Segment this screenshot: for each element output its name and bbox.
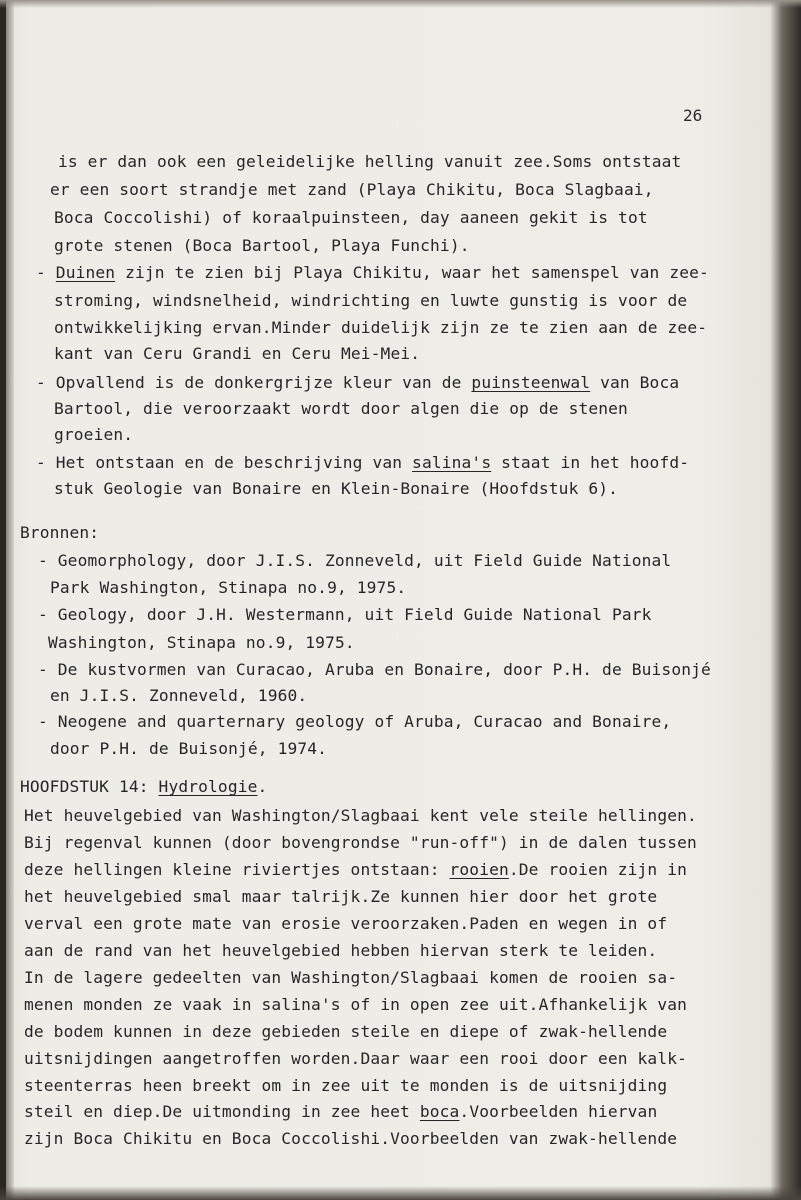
text-line <box>24 887 657 906</box>
text-segment: - Het ontstaan en de beschrijving van <box>36 453 413 472</box>
underlined-term: Duinen <box>55 263 116 282</box>
text-line <box>54 291 687 310</box>
text-line <box>24 914 667 933</box>
text-line <box>24 860 687 879</box>
text-segment: Bij regenval kunnen (door bovengrondse "run-off") in de dalen tussen <box>24 833 697 852</box>
text-segment: en J.I.S. Zonneveld, 1960. <box>50 686 308 705</box>
text-segment: stuk Geologie van Bonaire en Klein-Bonaire (Hoofdstuk 6). <box>54 479 619 498</box>
underlined-term: boca <box>419 1102 460 1121</box>
text-line <box>54 344 420 363</box>
underlined-term: puinsteenwal <box>471 373 591 392</box>
text-segment: grote stenen (Boca Bartool, Playa Funchi). <box>54 236 470 255</box>
underlined-term: rooien <box>449 860 509 879</box>
text-line <box>38 551 671 570</box>
text-line <box>36 373 679 392</box>
text-line <box>50 739 327 758</box>
page-binding-shadow <box>6 0 14 1200</box>
page-top-shadow <box>0 0 801 8</box>
text-segment: is er dan ook een geleidelijke helling vanuit zee.Soms ontstaat <box>58 152 682 171</box>
text-segment: Bronnen: <box>20 523 100 542</box>
text-line <box>54 479 618 498</box>
text-segment: Bartool, die veroorzaakt wordt door algen die op de stenen <box>54 399 628 418</box>
text-line <box>36 453 689 472</box>
text-segment: - De kustvormen van Curacao, Aruba en Bonaire, door P.H. de Buisonjé <box>38 660 711 679</box>
text-segment: .De rooien zijn in <box>508 860 688 879</box>
text-segment: Park Washington, Stinapa no.9, 1975. <box>50 578 407 597</box>
text-line <box>54 399 628 418</box>
underlined-term: Hydrologie <box>158 777 258 796</box>
text-segment: steil en diep.De uitmonding in zee heet <box>24 1102 420 1121</box>
text-segment: - <box>36 263 56 282</box>
text-line <box>24 1129 677 1148</box>
text-segment: HOOFDSTUK 14: <box>20 777 159 796</box>
text-line <box>54 236 470 255</box>
text-line <box>58 152 681 171</box>
text-segment: staat in het hoofd- <box>491 453 690 472</box>
text-line <box>24 968 677 987</box>
text-line <box>48 633 355 652</box>
text-segment: het heuvelgebied smal maar talrijk.Ze kunnen hier door het grote <box>24 887 658 906</box>
text-segment: kant van Ceru Grandi en Ceru Mei-Mei. <box>54 344 421 363</box>
text-segment: . <box>257 777 268 796</box>
text-line <box>38 605 652 624</box>
text-line <box>24 806 697 825</box>
text-line <box>50 686 307 705</box>
text-segment: groeien. <box>54 425 134 444</box>
text-segment: steenterras heen breekt om in zee uit te monden is de uitsnijding <box>24 1076 668 1095</box>
text-line <box>24 941 657 960</box>
text-segment: ontwikkelijking ervan.Minder duidelijk zijn ze te zien aan de zee- <box>54 318 708 337</box>
text-segment: Het heuvelgebied van Washington/Slagbaai kent vele steile hellingen. <box>24 806 697 825</box>
text-segment: door P.H. de Buisonjé, 1974. <box>50 739 328 758</box>
text-segment: Boca Coccolishi) of koraalpuinsteen, day aaneen gekit is tot <box>54 208 648 227</box>
text-line <box>50 180 654 199</box>
text-segment: - Opvallend is de donkergrijze kleur van de <box>36 373 472 392</box>
text-line <box>24 1076 667 1095</box>
text-segment: uitsnijdingen aangetroffen worden.Daar waar een rooi door een kalk- <box>24 1049 688 1068</box>
text-segment: aan de rand van het heuvelgebied hebben hiervan sterk te leiden. <box>24 941 658 960</box>
text-line <box>36 263 709 282</box>
text-line <box>24 833 697 852</box>
text-line <box>20 777 267 796</box>
text-segment: - Neogene and quarternary geology of Aruba, Curacao and Bonaire, <box>38 712 672 731</box>
text-segment: - Geomorphology, door J.I.S. Zonneveld, uit Field Guide National <box>38 551 672 570</box>
text-segment: menen monden ze vaak in salina's of in open zee uit.Afhankelijk van <box>24 995 688 1014</box>
text-segment: Washington, Stinapa no.9, 1975. <box>48 633 355 652</box>
text-line <box>50 578 406 597</box>
text-segment: van Boca <box>590 373 680 392</box>
page-bottom-shadow <box>0 1186 801 1200</box>
text-line <box>54 208 648 227</box>
text-line <box>24 995 687 1014</box>
text-segment: - Geology, door J.H. Westermann, uit Field Guide National Park <box>38 605 652 624</box>
text-segment: zijn te zien bij Playa Chikitu, waar het samenspel van zee- <box>115 263 709 282</box>
text-line <box>38 712 671 731</box>
text-line <box>54 318 707 337</box>
text-segment: zijn Boca Chikitu en Boca Coccolishi.Voorbeelden van zwak-hellende <box>24 1129 678 1148</box>
text-segment: stroming, windsnelheid, windrichting en luwte gunstig is voor de <box>54 291 688 310</box>
text-segment: verval een grote mate van erosie veroorzaken.Paden en wegen in of <box>24 914 668 933</box>
text-segment: er een soort strandje met zand (Playa Chikitu, Boca Slagbaai, <box>50 180 654 199</box>
text-line <box>24 1102 657 1121</box>
text-segment: de bodem kunnen in deze gebieden steile en diepe of zwak-hellende <box>24 1022 668 1041</box>
text-line <box>20 523 99 542</box>
page-number: 26 <box>683 106 703 125</box>
underlined-term: salina's <box>412 453 492 472</box>
text-segment: In de lagere gedeelten van Washington/Slagbaai komen de rooien sa- <box>24 968 678 987</box>
text-line <box>54 425 133 444</box>
text-line <box>38 660 711 679</box>
text-line <box>24 1022 667 1041</box>
text-line <box>24 1049 687 1068</box>
text-segment: .Voorbeelden hiervan <box>459 1102 658 1121</box>
text-segment: deze hellingen kleine riviertjes ontstaan: <box>24 860 450 879</box>
